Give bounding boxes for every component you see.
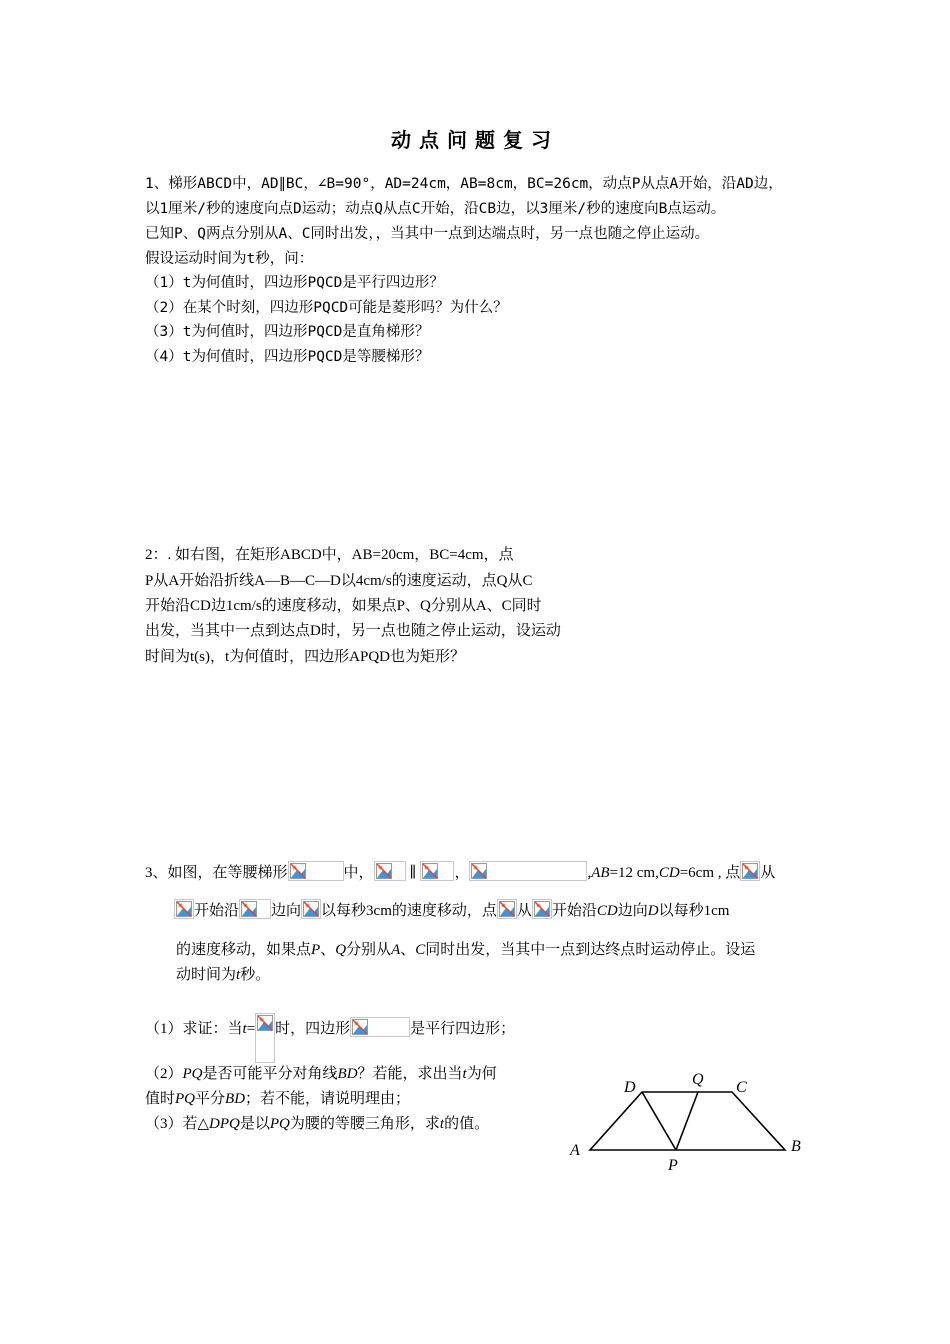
broken-image-icon [469, 861, 587, 881]
q3-text: 、 [320, 942, 336, 958]
q3-text: 平分 [195, 1091, 226, 1107]
q2-line: 2：. 如右图，在矩形ABCD中，AB=20cm，BC=4cm，点 [145, 547, 514, 563]
q3-text: 的速度移动，如果点 [176, 942, 312, 958]
q3-text: 秒。 [240, 967, 271, 983]
broken-image-icon [239, 899, 271, 919]
q3-var: PQ [182, 1066, 203, 1082]
q3-text: 边向 [617, 903, 648, 919]
q2-line: P从A开始沿折线A—B—C—D以4cm/s的速度运动，点Q从C [145, 573, 533, 589]
label-d: D [624, 1079, 636, 1096]
q3-text: ， [454, 865, 470, 881]
segment-dp [642, 1092, 676, 1150]
parallel-symbol: ∥ [409, 865, 417, 881]
segment-pq [676, 1092, 698, 1150]
q3-line-1 [145, 861, 775, 882]
q3-text: 为何 [466, 1066, 497, 1082]
q3-var: t [462, 1066, 467, 1082]
label-p: P [668, 1157, 678, 1174]
q3-var: AB [591, 865, 610, 881]
q3-var: PQ [175, 1091, 196, 1107]
q3-line-4 [176, 963, 270, 984]
q3-text: 以每秒1cm [658, 903, 730, 919]
q3-var: DPQ [209, 1116, 240, 1132]
broken-image-icon [740, 861, 760, 881]
q3-text: ？若能，求出当 [357, 1066, 463, 1082]
q1-subquestion: （1）t为何值时，四边形PQCD是平行四边形？ [145, 275, 444, 291]
q1-line: 假设运动时间为t秒，问： [145, 251, 314, 267]
q3-var: PQ [269, 1116, 290, 1132]
q3-text: = [246, 1021, 256, 1037]
q3-var: CD [658, 865, 680, 881]
q3-var: D [647, 903, 659, 919]
label-q: Q [692, 1071, 704, 1088]
q3-var: P [311, 942, 321, 958]
q3-line-3 [176, 938, 755, 959]
q3-line-2 [174, 889, 729, 920]
q2-line: 开始沿CD边1cm/s的速度移动，如果点P、Q分别从A、C同时 [145, 598, 542, 614]
broken-image-icon [497, 899, 517, 919]
q1-subquestion: （3）t为何值时，四边形PQCD是直角梯形？ [145, 324, 430, 340]
q3-sub-2-cont [145, 1087, 410, 1108]
q1-line: 1、梯形ABCD中，AD∥BC，∠B=90°，AD=24cm，AB=8cm，BC=26cm，动点P从点A开始，沿AD边， [145, 176, 783, 192]
q3-text: 值时 [145, 1091, 176, 1107]
page-title: 动点问题复习 [391, 128, 559, 152]
q3-text: 、 [400, 942, 416, 958]
q1-line: 以1厘米/秒的速度向点D运动；动点Q从点C开始，沿CB边，以3厘米/秒的速度向B点运动。 [145, 201, 726, 217]
trapezoid-figure [560, 1060, 820, 1180]
q3-text: 是否可能平分对角线 [202, 1066, 338, 1082]
q3-var: t [236, 967, 241, 983]
q3-text: （3）若△ [145, 1116, 210, 1132]
label-a: A [570, 1142, 580, 1159]
q3-text: （2） [145, 1066, 183, 1082]
q3-text: , [587, 865, 592, 881]
broken-image-icon [374, 861, 406, 881]
q2-line: 出发，当其中一点到达点D时，另一点也随之停止运动，设运动 [145, 623, 561, 639]
q3-text: =12 cm, [609, 865, 659, 881]
q3-text: 为腰的等腰三角形，求 [289, 1116, 440, 1132]
q3-var: CD [596, 903, 618, 919]
q1-subquestion: （4）t为何值时，四边形PQCD是等腰梯形？ [145, 349, 430, 365]
q3-var: Q [335, 942, 347, 958]
broken-image-icon [174, 899, 194, 919]
q2-line: 时间为t(s)，t为何值时，四边形APQD也为矩形？ [145, 649, 466, 665]
q3-text: 的值。 [444, 1116, 490, 1132]
q3-sub-1 [145, 1013, 515, 1063]
broken-image-icon [532, 899, 552, 919]
q3-text: 从 [516, 903, 532, 919]
q3-text: 从 [760, 865, 776, 881]
q3-text: ；若不能，请说明理由； [245, 1091, 411, 1107]
q3-text: 开始沿 [194, 903, 240, 919]
q3-text: 以每秒3cm的速度移动，点 [321, 903, 497, 919]
q3-sub-2 [145, 1062, 497, 1083]
q3-var: t [242, 1021, 247, 1037]
label-b: B [791, 1138, 801, 1155]
q3-text: （1）求证：当 [145, 1021, 243, 1037]
q3-text: 时，四边形 [275, 1021, 351, 1037]
q3-text: 是以 [239, 1116, 270, 1132]
q3-var: BD [337, 1066, 358, 1082]
q3-sub-3 [145, 1112, 489, 1133]
q3-text: 边向 [271, 903, 302, 919]
q3-text: 同时出发，当其中一点到达终点时运动停止。设运 [425, 942, 756, 958]
broken-image-icon [350, 1017, 410, 1037]
q3-text: 中， [343, 865, 374, 881]
broken-image-icon [255, 1013, 275, 1063]
q3-text: 分别从 [346, 942, 392, 958]
broken-image-icon [420, 861, 454, 881]
q3-var: C [415, 942, 426, 958]
q1-line: 已知P、Q两点分别从A、C同时出发，，当其中一点到达端点时，另一点也随之停止运动。 [145, 226, 710, 242]
q3-text: 动时间为 [176, 967, 237, 983]
q3-text: 是平行四边形； [410, 1021, 516, 1037]
q3-var: A [391, 942, 401, 958]
label-c: C [736, 1079, 747, 1096]
q3-text: 开始沿 [551, 903, 597, 919]
q3-text: 3、如图，在等腰梯形 [145, 865, 288, 881]
q3-var: t [439, 1116, 445, 1132]
q3-text: =6cm , 点 [679, 865, 741, 881]
broken-image-icon [301, 899, 321, 919]
broken-image-icon [288, 861, 344, 881]
q3-var: BD [225, 1091, 246, 1107]
q1-subquestion: （2）在某个时刻，四边形PQCD可能是菱形吗？为什么？ [145, 300, 508, 316]
